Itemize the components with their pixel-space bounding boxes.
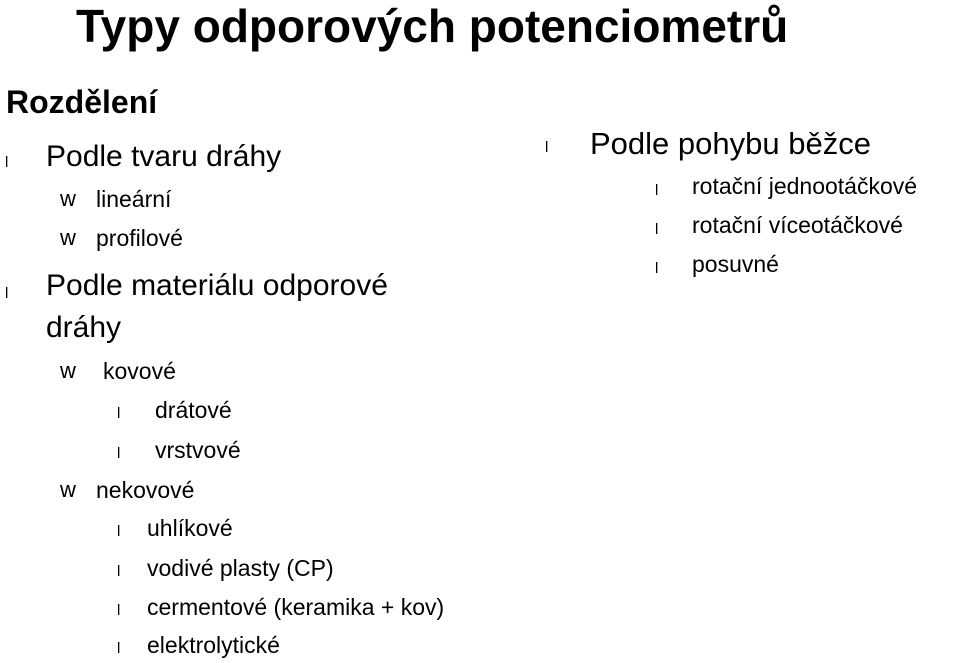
list-item: lineární — [96, 186, 172, 212]
list-item: profilové — [96, 225, 183, 251]
bullet-l: l — [545, 139, 549, 156]
category-shape: Podle tvaru dráhy — [46, 140, 282, 173]
bullet-l: l — [117, 445, 121, 462]
list-item: posuvné — [692, 251, 779, 277]
section-heading: Rozdělení — [6, 84, 158, 120]
bullet-l: l — [117, 640, 121, 657]
bullet-l: l — [5, 285, 9, 302]
bullet-l: l — [655, 260, 659, 277]
category-material-cont: dráhy — [46, 311, 122, 344]
category-motion: Podle pohybu běžce — [590, 126, 871, 161]
bullet-w: w — [60, 358, 76, 383]
list-item: uhlíkové — [147, 515, 233, 541]
bullet-l: l — [655, 182, 659, 199]
list-item: rotační víceotáčkové — [692, 212, 903, 238]
bullet-w: w — [60, 225, 76, 250]
subcategory-metal: kovové — [103, 358, 176, 384]
list-item: cermentové (keramika + kov) — [147, 594, 445, 620]
bullet-l: l — [117, 563, 121, 580]
slide-title: Typy odporových potenciometrů — [76, 0, 789, 52]
bullet-l: l — [5, 154, 9, 171]
bullet-w: w — [60, 477, 76, 502]
bullet-l: l — [655, 221, 659, 238]
bullet-l: l — [117, 523, 121, 540]
bullet-w: w — [60, 186, 76, 211]
bullet-l: l — [117, 405, 121, 422]
list-item: elektrolytické — [147, 632, 280, 658]
list-item: vodivé plasty (CP) — [147, 555, 334, 581]
category-material: Podle materiálu odporové — [46, 269, 388, 302]
list-item: drátové — [155, 397, 232, 423]
bullet-l: l — [117, 602, 121, 619]
subcategory-nonmetal: nekovové — [96, 477, 195, 503]
list-item: vrstvové — [155, 437, 241, 463]
list-item: rotační jednootáčkové — [692, 173, 918, 199]
